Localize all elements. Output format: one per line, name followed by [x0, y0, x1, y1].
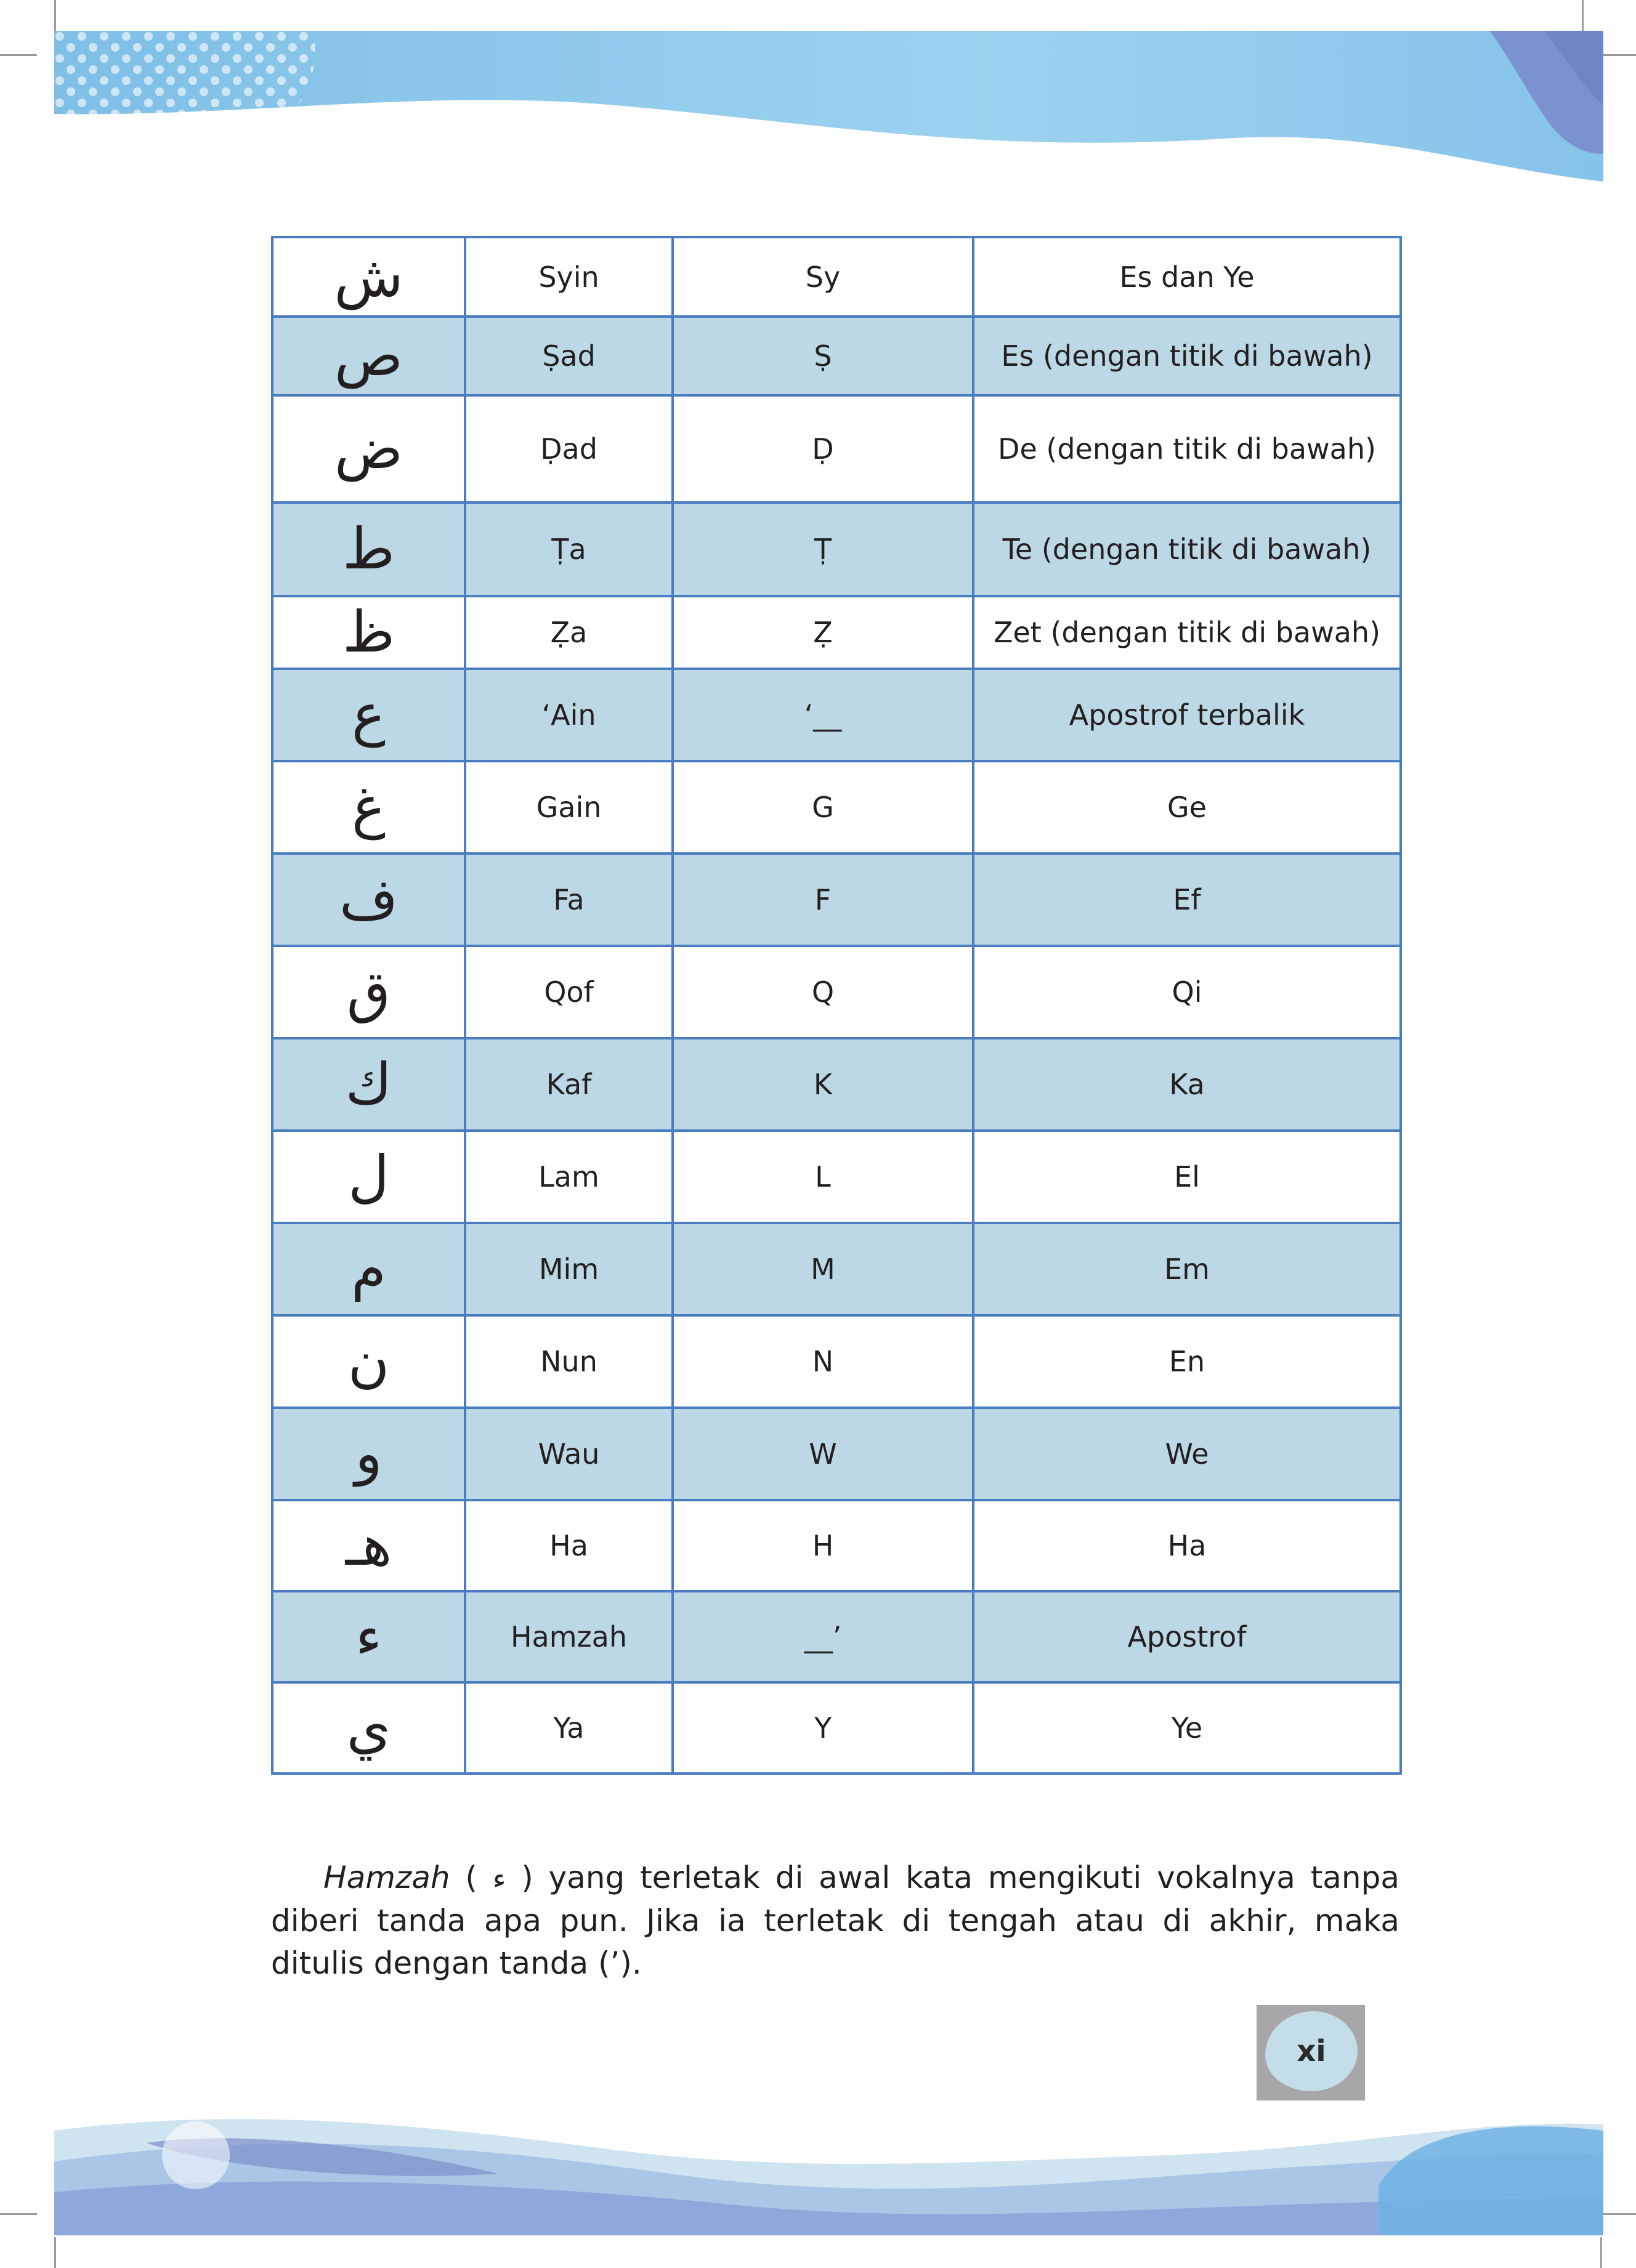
note-text: yang terletak di awal kata mengikuti vokalnya tanpa diberi tanda apa pun. Jika ia terletak di tengah atau di akhir, maka ditulis dengan tanda (’).	[271, 1860, 1399, 1981]
letter-description: De (dengan titik di bawah)	[973, 395, 1401, 502]
page-number: xi	[1265, 2011, 1358, 2091]
letter-name: Kaf	[465, 1038, 673, 1131]
latin-letter: W	[673, 1408, 973, 1500]
latin-letter: F	[673, 854, 973, 946]
latin-letter: N	[673, 1315, 973, 1408]
letter-description: Qi	[973, 946, 1401, 1038]
latin-letter: L	[673, 1131, 973, 1223]
letter-name: Qof	[465, 946, 673, 1038]
arabic-letter: و	[272, 1408, 465, 1500]
letter-description: Ge	[973, 761, 1401, 854]
table-row	[272, 596, 1401, 669]
crop-mark	[54, 0, 56, 31]
footer-decoration	[54, 2106, 1603, 2235]
arabic-letter: م	[272, 1223, 465, 1315]
letter-name: Ṭa	[465, 502, 673, 596]
arabic-letter: ف	[272, 854, 465, 946]
letter-description: Ye	[973, 1682, 1401, 1774]
arabic-letter: ء	[272, 1591, 465, 1682]
letter-description: En	[973, 1315, 1401, 1408]
letter-description: We	[973, 1408, 1401, 1500]
table-row	[272, 669, 1401, 761]
letter-description: El	[973, 1131, 1401, 1223]
letter-description: Ka	[973, 1038, 1401, 1131]
latin-letter: Ṣ	[673, 317, 973, 395]
table-row	[272, 1500, 1401, 1591]
transliteration-table	[271, 236, 1402, 1775]
latin-letter: Sy	[673, 237, 973, 317]
table-row	[272, 237, 1401, 317]
table-row	[272, 854, 1401, 946]
latin-letter: Y	[673, 1682, 973, 1774]
crop-mark	[54, 2237, 56, 2268]
arabic-letter: ن	[272, 1315, 465, 1408]
latin-letter: H	[673, 1500, 973, 1591]
letter-name: Ya	[465, 1682, 673, 1774]
letter-name: Mim	[465, 1223, 673, 1315]
latin-letter: Ẓ	[673, 596, 973, 669]
table-row	[272, 1038, 1401, 1131]
note-open-paren: (	[450, 1860, 493, 1895]
table-row	[272, 1408, 1401, 1500]
letter-name: Syin	[465, 237, 673, 317]
letter-name: Ṣad	[465, 317, 673, 395]
latin-letter: __’	[673, 1591, 973, 1682]
letter-name: Ha	[465, 1500, 673, 1591]
arabic-letter: ع	[272, 669, 465, 761]
letter-description: Es (dengan titik di bawah)	[973, 317, 1401, 395]
header-decoration	[54, 31, 1603, 182]
latin-letter: Ḍ	[673, 395, 973, 502]
table-row	[272, 761, 1401, 854]
letter-name: Ḍad	[465, 395, 673, 502]
letter-description: Apostrof	[973, 1591, 1401, 1682]
crop-mark	[1599, 2213, 1636, 2215]
crop-mark	[1582, 0, 1584, 31]
latin-letter: ‘__	[673, 669, 973, 761]
latin-letter: G	[673, 761, 973, 854]
arabic-letter: ص	[272, 317, 465, 395]
letter-description: Em	[973, 1223, 1401, 1315]
arabic-letter: ط	[272, 502, 465, 596]
latin-letter: K	[673, 1038, 973, 1131]
arabic-letter: ل	[272, 1131, 465, 1223]
crop-mark	[1600, 2237, 1602, 2268]
hamzah-term: Hamzah	[323, 1860, 450, 1895]
latin-letter: Ṭ	[673, 502, 973, 596]
arabic-letter: ق	[272, 946, 465, 1038]
table-row	[272, 395, 1401, 502]
arabic-letter: ك	[272, 1038, 465, 1131]
arabic-letter: ض	[272, 395, 465, 502]
crop-mark	[1599, 54, 1636, 56]
letter-name: Wau	[465, 1408, 673, 1500]
letter-description: Apostrof terbalik	[973, 669, 1401, 761]
crop-mark	[0, 54, 37, 56]
arabic-letter: ي	[272, 1682, 465, 1774]
letter-name: Gain	[465, 761, 673, 854]
letter-name: Lam	[465, 1131, 673, 1223]
letter-description: Es dan Ye	[973, 237, 1401, 317]
latin-letter: Q	[673, 946, 973, 1038]
letter-name: Hamzah	[465, 1591, 673, 1682]
note-close-paren: )	[506, 1860, 549, 1895]
letter-name: ‘Ain	[465, 669, 673, 761]
latin-letter: M	[673, 1223, 973, 1315]
table-row	[272, 1591, 1401, 1682]
arabic-letter: ظ	[272, 596, 465, 669]
arabic-letter: هـ	[272, 1500, 465, 1591]
letter-description: Te (dengan titik di bawah)	[973, 502, 1401, 596]
hamzah-glyph: ء	[492, 1862, 506, 1895]
hamzah-note	[271, 1857, 1399, 1985]
letter-name: Ẓa	[465, 596, 673, 669]
table-row	[272, 1223, 1401, 1315]
page-number-box	[1257, 2005, 1365, 2101]
letter-name: Fa	[465, 854, 673, 946]
letter-description: Ef	[973, 854, 1401, 946]
table-row	[272, 317, 1401, 395]
table-row	[272, 946, 1401, 1038]
crop-mark	[0, 2213, 37, 2215]
table-row	[272, 1131, 1401, 1223]
table-row	[272, 1315, 1401, 1408]
letter-name: Nun	[465, 1315, 673, 1408]
arabic-letter: ش	[272, 237, 465, 317]
letter-description: Zet (dengan titik di bawah)	[973, 596, 1401, 669]
table-row	[272, 1682, 1401, 1774]
table-row	[272, 502, 1401, 596]
letter-description: Ha	[973, 1500, 1401, 1591]
arabic-letter: غ	[272, 761, 465, 854]
